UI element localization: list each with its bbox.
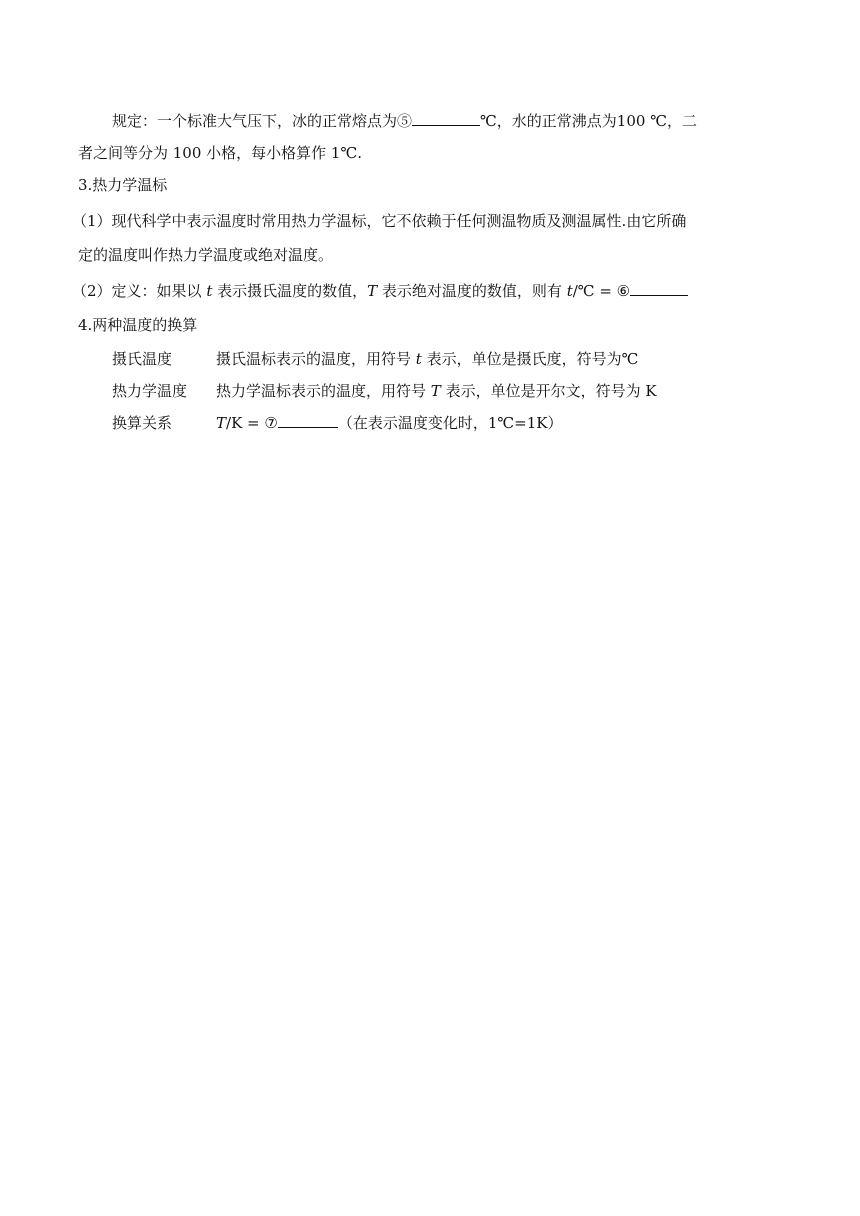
conversion-row-relation [112, 408, 824, 438]
item2-formula-tail: /℃ = ⑥ [572, 282, 631, 300]
row-label-relation: 换算关系 [112, 414, 173, 432]
item2-var-T: T [367, 282, 378, 300]
section3-item1-line2 [78, 240, 790, 270]
rule-text-part1: 规定：一个标准大气压下，冰的正常熔点为⑤ [112, 112, 413, 130]
rule-text-part2: ℃，水的正常沸点为100 ℃，二 [480, 112, 697, 130]
relation-note: （在表示温度变化时，1℃=1K） [337, 414, 563, 432]
conversion-row-kelvin [112, 376, 824, 406]
blank-5[interactable] [412, 111, 480, 126]
row-label-kelvin: 热力学温度 [112, 382, 188, 400]
item1-line2-text: 定的温度叫作热力学温度或绝对温度。 [78, 246, 334, 264]
section3-heading-text: 3.热力学温标 [78, 176, 168, 194]
blank-7[interactable] [278, 413, 338, 428]
row-text-before-kelvin: 热力学温标表示的温度，用符号 [216, 382, 431, 400]
row-text-after-kelvin: 表示，单位是开尔文，符号为 K [440, 382, 657, 400]
conversion-row-celsius [112, 344, 824, 374]
item2-var-t: t [206, 282, 213, 300]
relation-formula-tail: /K = ⑦ [226, 414, 278, 432]
section4-heading-text: 4.两种温度的换算 [78, 316, 198, 334]
item2-formula-var: t [566, 282, 573, 300]
section3-heading [78, 170, 790, 200]
section4-heading [78, 310, 790, 340]
row-text-after-celsius: 表示，单位是摄氏度，符号为℃ [421, 350, 639, 368]
item2-mid2: 表示绝对温度的数值，则有 [377, 282, 567, 300]
rule-line-1 [112, 106, 824, 136]
rule-text-line2: 者之间等分为 100 小格，每小格算作 1℃. [78, 144, 363, 162]
item1-line1-text: （1）现代科学中表示温度时常用热力学温标，它不依赖于任何测温物质及测温属性.由它所确 [72, 212, 687, 230]
blank-6[interactable] [630, 281, 688, 296]
row-symbol-kelvin: T [430, 382, 441, 400]
row-symbol-celsius: t [415, 350, 422, 368]
section3-item2 [72, 276, 784, 306]
row-text-before-celsius: 摄氏温标表示的温度，用符号 [216, 350, 416, 368]
row-label-celsius: 摄氏温度 [112, 350, 173, 368]
item2-mid1: 表示摄氏温度的数值， [212, 282, 368, 300]
rule-line-2 [78, 138, 790, 168]
item2-prefix: （2）定义：如果以 [72, 282, 207, 300]
section3-item1-line1 [72, 206, 784, 236]
relation-formula-var: T [216, 414, 227, 432]
